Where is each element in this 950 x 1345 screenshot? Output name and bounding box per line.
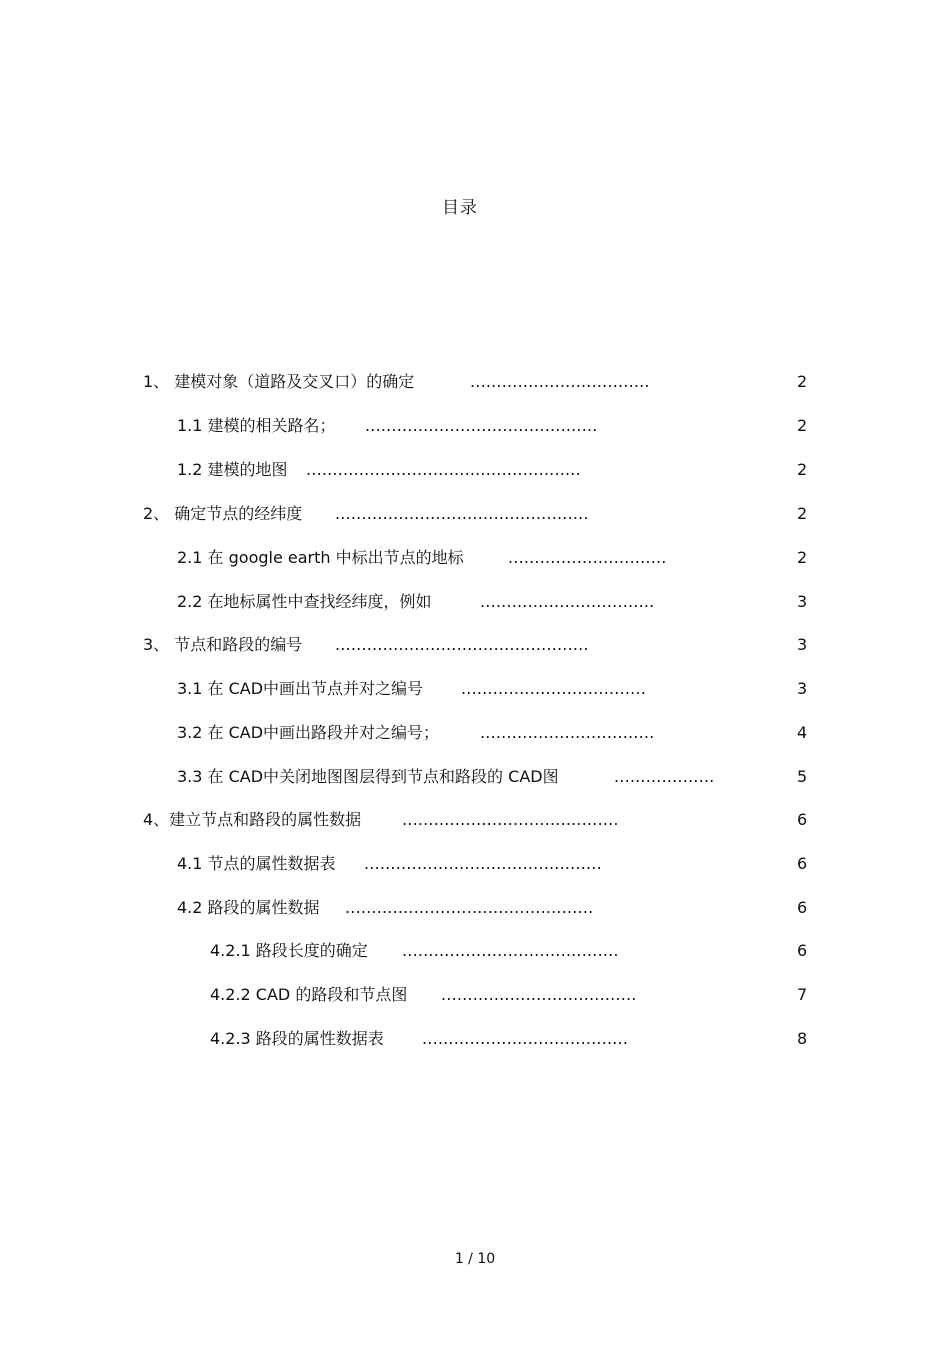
- toc-entry-title: 4.2.3 路段的属性数据表: [210, 1029, 384, 1048]
- toc-entry-page: 3: [797, 679, 808, 698]
- toc-entry-title: 2.1 在 google earth 中标出节点的地标: [177, 548, 464, 567]
- toc-entry[interactable]: [0, 764, 950, 790]
- toc-entry-leader: ....................................................: [306, 460, 581, 479]
- toc-entry-page: 6: [797, 941, 808, 960]
- toc-entry-leader: ...............................................: [345, 898, 594, 917]
- toc-entry-page: 5: [797, 767, 808, 786]
- toc-entry-title: 3、 节点和路段的编号: [143, 635, 303, 654]
- toc-entry-leader: .........................................: [402, 810, 619, 829]
- toc-entry-leader: ...................: [614, 767, 715, 786]
- toc-entry-title: 4.2.2 CAD 的路段和节点图: [210, 985, 408, 1004]
- toc-entry-leader: ..............................: [508, 548, 667, 567]
- toc-entry-leader: ................................................: [335, 635, 589, 654]
- toc-entry-leader: .................................: [480, 592, 655, 611]
- toc-entry-title: 1.2 建模的地图: [177, 460, 288, 479]
- toc-entry-page: 2: [797, 460, 808, 479]
- toc-entry-page: 6: [797, 810, 808, 829]
- toc-entry-title: 4、建立节点和路段的属性数据: [143, 810, 362, 829]
- toc-entry[interactable]: [0, 851, 950, 877]
- toc-entry[interactable]: [0, 457, 950, 483]
- toc-entry-title: 3.1 在 CAD中画出节点并对之编号: [177, 679, 424, 698]
- toc-entry-title: 1.1 建模的相关路名；: [177, 416, 336, 435]
- toc-entry[interactable]: [0, 632, 950, 658]
- toc-entry-page: 3: [797, 635, 808, 654]
- toc-entry[interactable]: [0, 413, 950, 439]
- toc-entry-leader: .....................................: [441, 985, 637, 1004]
- toc-entry-leader: .......................................: [422, 1029, 629, 1048]
- toc-entry-page: 2: [797, 372, 808, 391]
- toc-entry-title: 1、 建模对象（道路及交叉口）的确定: [143, 372, 415, 391]
- toc-entry-title: 4.1 节点的属性数据表: [177, 854, 336, 873]
- toc-entry[interactable]: [0, 589, 950, 615]
- toc-entry-page: 2: [797, 416, 808, 435]
- toc-entry-title: 3.2 在 CAD中画出路段并对之编号；: [177, 723, 440, 742]
- toc-entry-leader: ...................................: [461, 679, 647, 698]
- toc-entry-leader: ............................................: [365, 416, 598, 435]
- toc-entry[interactable]: [0, 676, 950, 702]
- toc-entry-leader: .............................................: [364, 854, 602, 873]
- toc-entry[interactable]: [0, 895, 950, 921]
- toc-entry-page: 4: [797, 723, 808, 742]
- toc-entry-page: 6: [797, 898, 808, 917]
- toc-entry-leader: .................................: [480, 723, 655, 742]
- page-number-footer: 1 / 10: [454, 1251, 496, 1267]
- toc-entry-title: 4.2.1 路段长度的确定: [210, 941, 368, 960]
- toc-entry-page: 7: [797, 985, 808, 1004]
- toc-entry[interactable]: [0, 1026, 950, 1052]
- toc-entry[interactable]: [0, 501, 950, 527]
- toc-entry[interactable]: [0, 807, 950, 833]
- toc-entry-title: 2、 确定节点的经纬度: [143, 504, 303, 523]
- toc-entry-leader: ..................................: [470, 372, 650, 391]
- toc-entry-page: 2: [797, 504, 808, 523]
- toc-entry[interactable]: [0, 982, 950, 1008]
- toc-entry-page: 6: [797, 854, 808, 873]
- toc-entry[interactable]: [0, 938, 950, 964]
- toc-entry-title: 4.2 路段的属性数据: [177, 898, 320, 917]
- toc-entry-page: 3: [797, 592, 808, 611]
- toc-entry[interactable]: [0, 545, 950, 571]
- toc-entry-title: 3.3 在 CAD中关闭地图图层得到节点和路段的 CAD图: [177, 767, 559, 786]
- toc-entry-leader: ................................................: [335, 504, 589, 523]
- toc-entry[interactable]: [0, 369, 950, 395]
- toc-entry-leader: .........................................: [402, 941, 619, 960]
- toc-entry-page: 8: [797, 1029, 808, 1048]
- toc-entry-page: 2: [797, 548, 808, 567]
- toc-title: 目录: [442, 198, 478, 218]
- toc-entry-title: 2.2 在地标属性中查找经纬度，例如: [177, 592, 432, 611]
- toc-entry[interactable]: [0, 720, 950, 746]
